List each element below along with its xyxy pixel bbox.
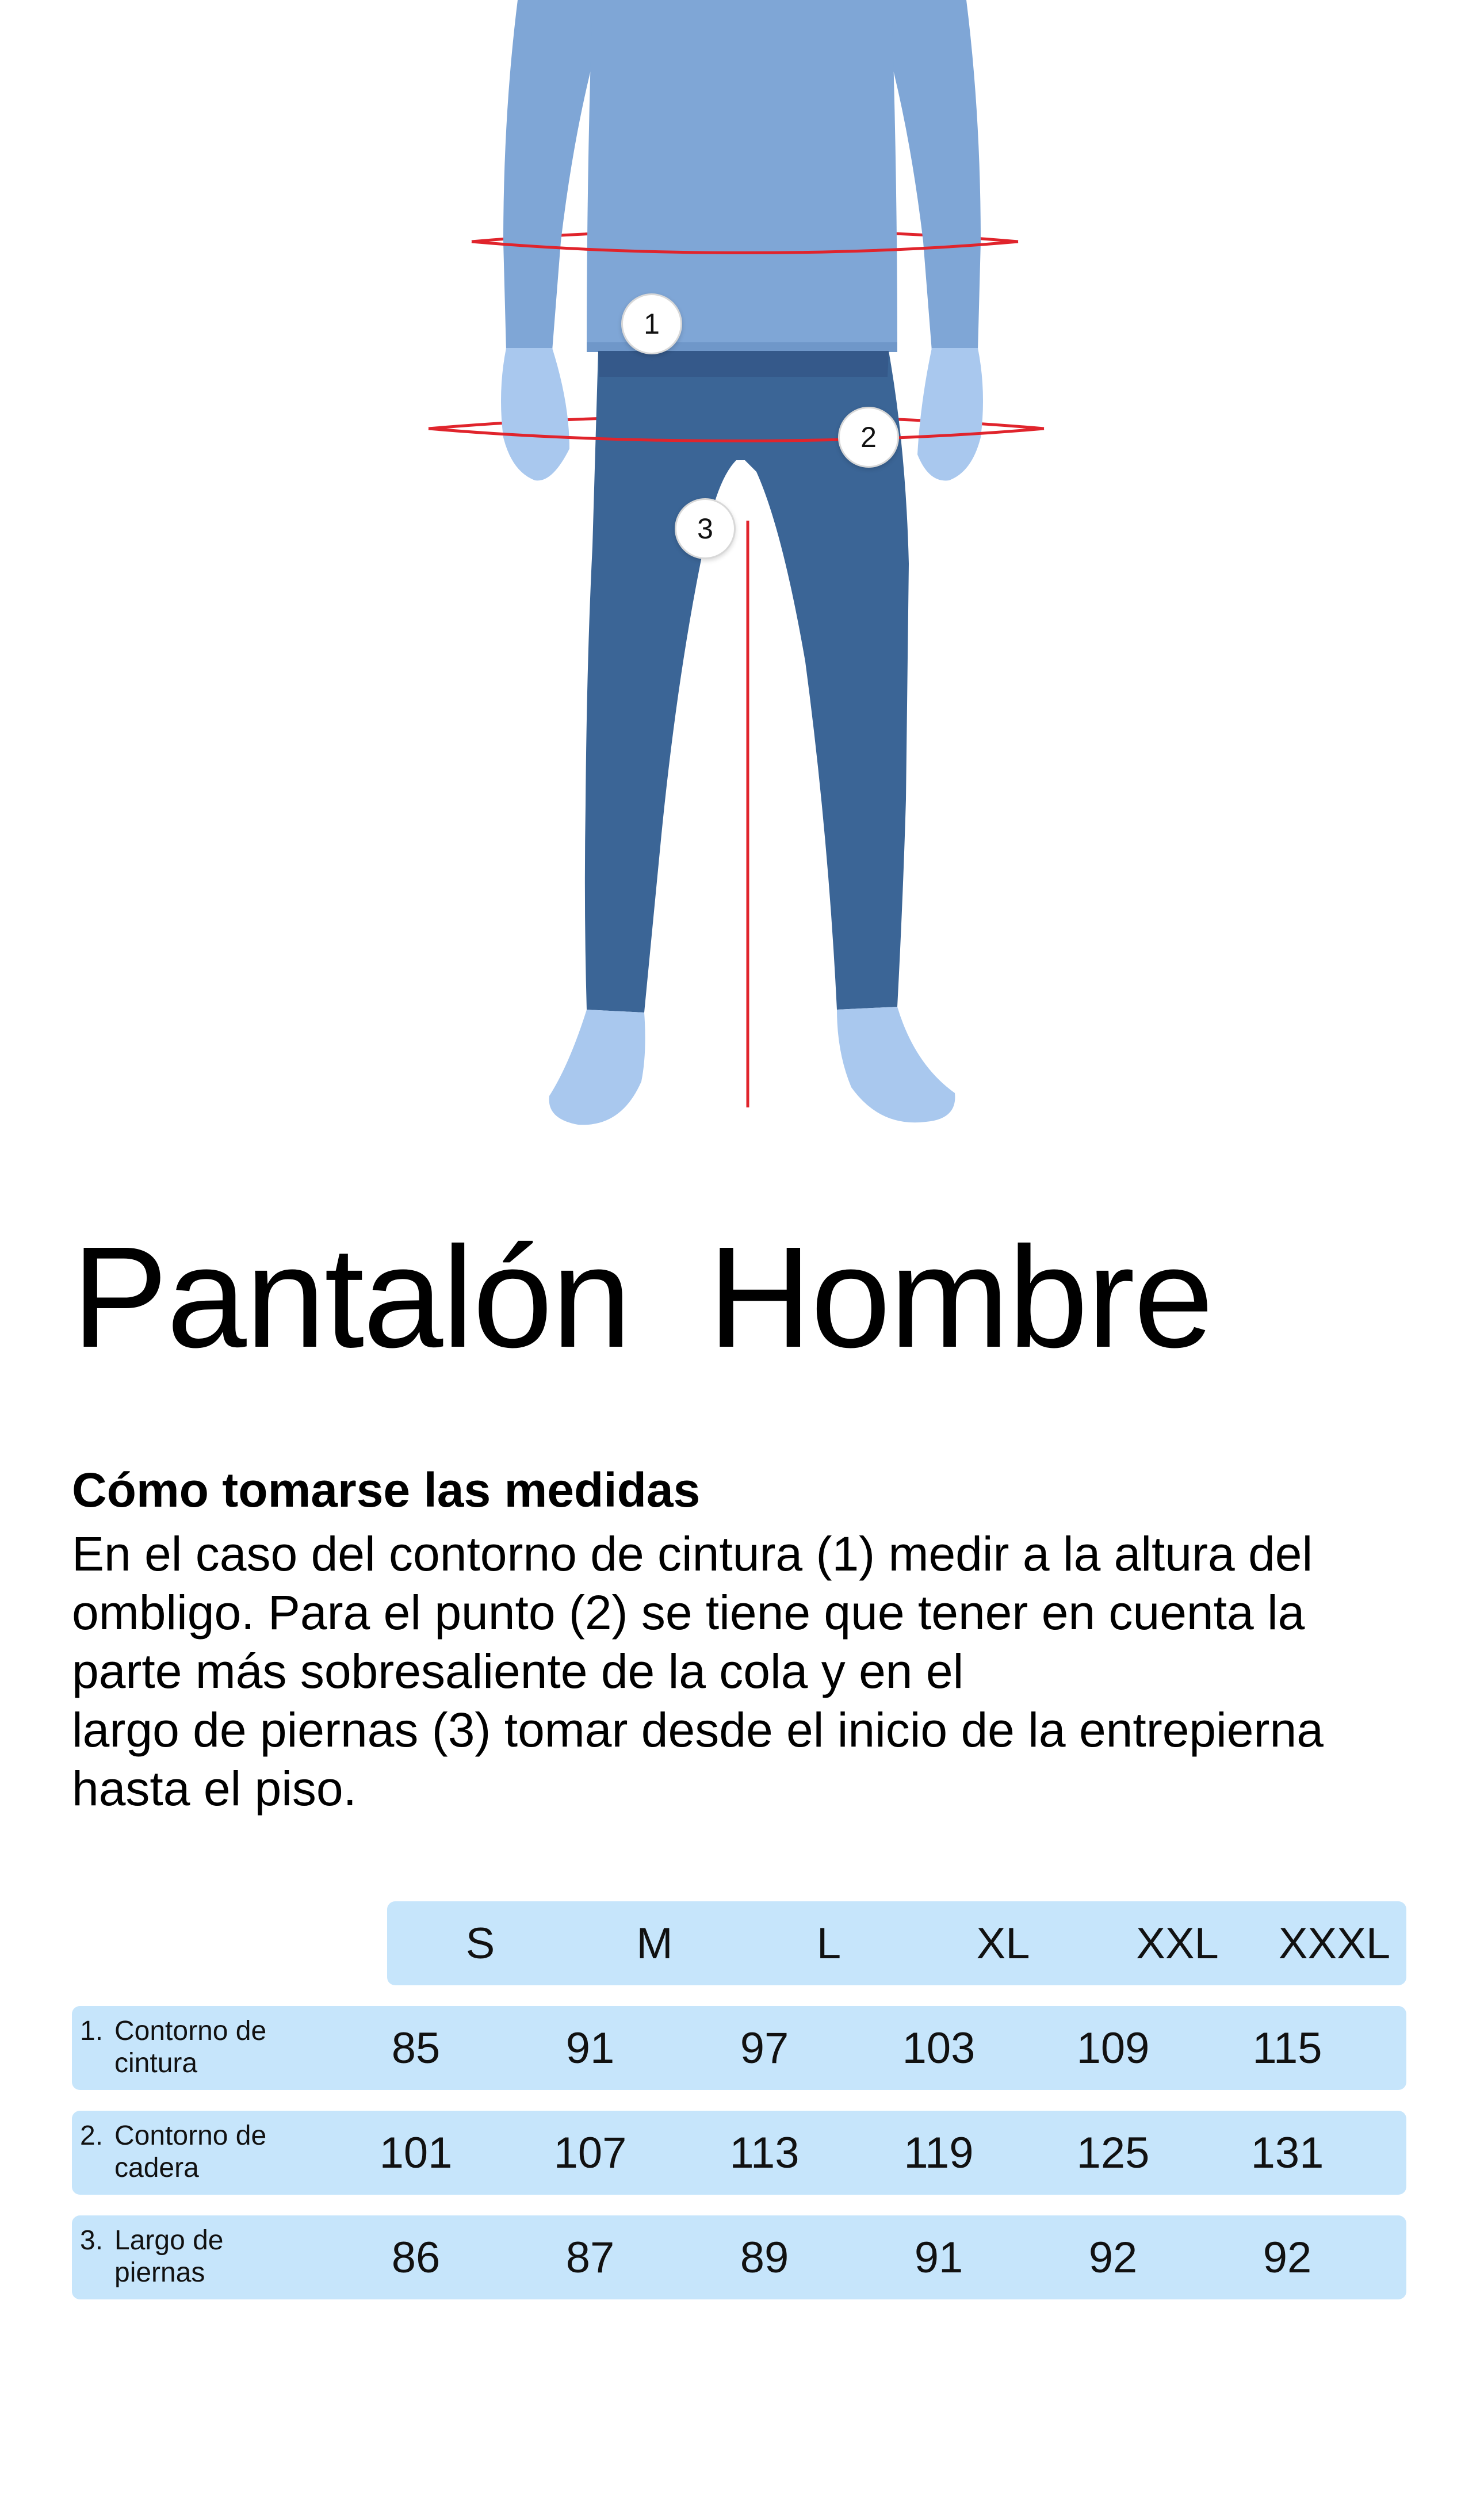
value-cell: 85 [391, 2023, 441, 2073]
row-number: 1. [80, 2016, 104, 2046]
value-cell: 115 [1252, 2023, 1322, 2073]
pants-waistband [598, 351, 889, 377]
row-label-line: Contorno de [114, 2120, 267, 2151]
value-cell: 107 [553, 2128, 627, 2177]
table-row-hip [72, 2111, 1406, 2195]
value-cell: 89 [740, 2233, 789, 2282]
size-header-row [387, 1901, 1406, 1985]
size-label-m: M [636, 1919, 673, 1968]
marker-waist: 1 [621, 293, 682, 354]
row-label-line: piernas [114, 2257, 205, 2288]
value-cell: 101 [379, 2128, 453, 2177]
left-foot [549, 1010, 645, 1125]
value-cell: 113 [729, 2128, 800, 2177]
value-cell: 131 [1250, 2128, 1324, 2177]
row-label-line: cintura [114, 2048, 198, 2078]
instructions-line: hasta el piso. [72, 1762, 357, 1816]
row-label-line: Largo de [114, 2225, 224, 2256]
size-label-xxl: XXL [1136, 1919, 1219, 1968]
size-label-s: S [465, 1919, 495, 1968]
marker-hip: 2 [838, 407, 899, 468]
instructions-text [72, 1524, 1441, 1818]
value-cell: 103 [902, 2023, 976, 2073]
marker-inseam: 3 [675, 498, 736, 559]
value-cell: 119 [904, 2128, 974, 2177]
table-row-inseam [72, 2215, 1406, 2299]
value-cell: 86 [391, 2233, 441, 2282]
measurement-figure [0, 0, 1484, 1151]
page-title: Pantalón Hombre [72, 1217, 1213, 1377]
right-sleeve [892, 0, 981, 351]
row-label-line: cadera [114, 2153, 199, 2183]
mannequin-illustration [0, 0, 1484, 1151]
left-hand [501, 348, 569, 480]
size-label-l: L [816, 1919, 842, 1968]
value-cell: 109 [1076, 2023, 1150, 2073]
value-cell: 92 [1263, 2233, 1312, 2282]
value-cell: 97 [740, 2023, 789, 2073]
right-foot [837, 1007, 955, 1122]
row-label [80, 2015, 266, 2080]
table-row-waist [72, 2006, 1406, 2090]
right-hand [917, 348, 983, 480]
row-label [80, 2225, 224, 2289]
size-label-xl: XL [976, 1919, 1030, 1968]
value-cell: 125 [1076, 2128, 1150, 2177]
instructions-line: largo de piernas (3) tomar desde el inicio de la entrepierna [72, 1703, 1324, 1757]
row-number: 3. [80, 2225, 104, 2256]
value-cell: 92 [1088, 2233, 1138, 2282]
row-label-line: Contorno de [114, 2016, 267, 2046]
size-label-xxxl: XXXL [1278, 1919, 1391, 1968]
row-number: 2. [80, 2120, 104, 2151]
value-cell: 91 [914, 2233, 963, 2282]
instructions-line: parte más sobresaliente de la cola y en el [72, 1644, 964, 1698]
value-cell: 87 [565, 2233, 615, 2282]
left-sleeve [503, 0, 592, 351]
instructions-line: ombligo. Para el punto (2) se tiene que tener en cuenta la [72, 1585, 1305, 1640]
value-cell: 91 [565, 2023, 615, 2073]
shirt-torso [587, 0, 897, 351]
section-heading: Cómo tomarse las medidas [72, 1463, 701, 1517]
row-label [80, 2120, 266, 2184]
instructions-line: En el caso del contorno de cintura (1) medir a la altura del [72, 1527, 1313, 1581]
